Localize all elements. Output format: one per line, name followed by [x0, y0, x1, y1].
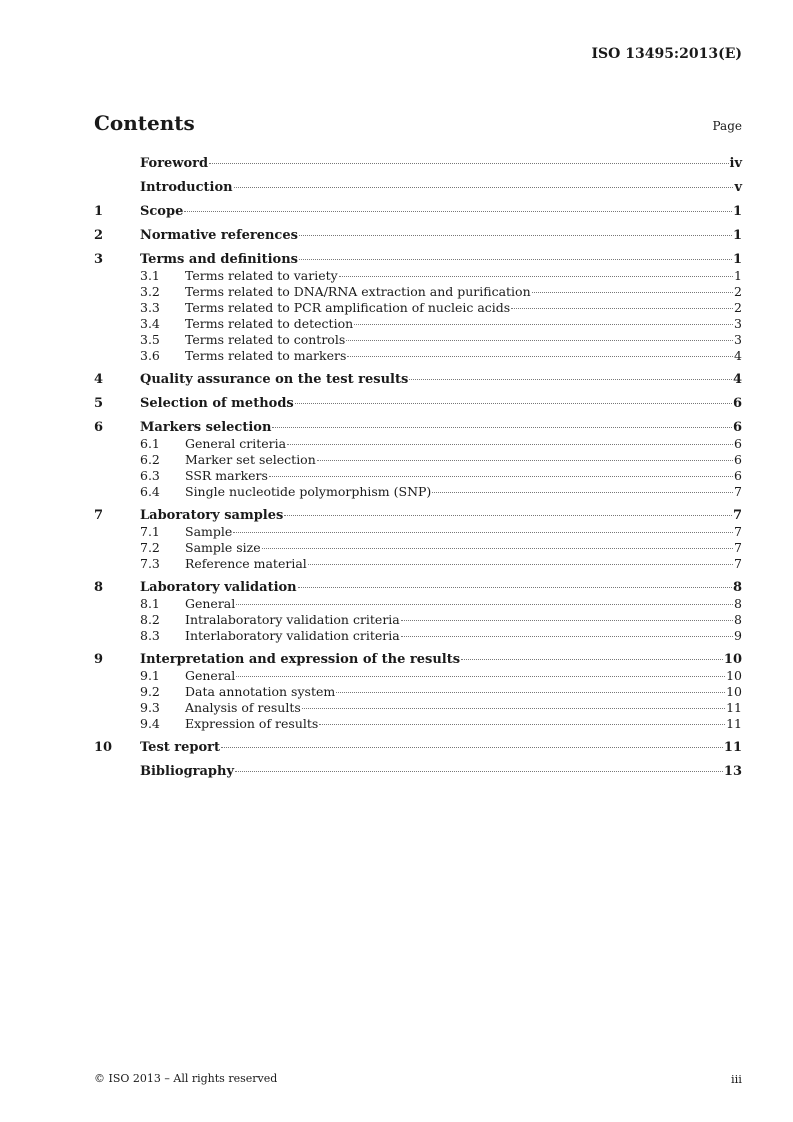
toc-subentry-number: 3.5	[140, 332, 160, 347]
dot-leader	[336, 692, 725, 693]
dot-leader	[354, 324, 733, 325]
toc-subentry-number: 3.4	[140, 316, 160, 331]
toc-subentry-page: 7	[734, 540, 742, 555]
toc-subentry-page: 8	[734, 596, 742, 611]
toc-subentry-title: Sample size	[185, 540, 261, 555]
toc-subentry-title: Reference material	[185, 556, 307, 571]
toc-entry-number: 7	[94, 508, 104, 523]
toc-subentry-page: 6	[734, 452, 742, 467]
toc-subentry-number: 3.6	[140, 348, 160, 363]
page-column-label: Page	[712, 119, 742, 133]
toc-subentry[interactable]	[94, 316, 742, 332]
dot-leader	[409, 379, 732, 380]
dot-leader	[347, 356, 733, 357]
toc-entry-number: 9	[94, 652, 104, 667]
dot-leader	[272, 427, 732, 428]
toc-subentry[interactable]	[94, 284, 742, 300]
toc-subentry-number: 8.1	[140, 596, 160, 611]
toc-subentry-title: Data annotation system	[185, 684, 336, 699]
dot-leader	[262, 548, 733, 549]
dot-leader	[432, 492, 733, 493]
toc-subentry-title: Analysis of results	[185, 700, 301, 715]
toc-subentry-title: Terms related to variety	[185, 268, 338, 283]
dot-leader	[319, 724, 725, 725]
toc-entry[interactable]	[94, 228, 742, 244]
toc-subentry-title: General	[185, 668, 236, 683]
toc-subentry-title: Terms related to detection	[185, 316, 354, 331]
toc-entry-number: 1	[94, 204, 104, 219]
dot-leader	[287, 444, 733, 445]
toc-entry-page: 1	[732, 204, 742, 219]
toc-subentry[interactable]	[94, 716, 742, 732]
toc-entry[interactable]	[94, 204, 742, 220]
toc-subentry-page: 2	[734, 300, 742, 315]
toc-entry-page: 6	[732, 420, 742, 435]
toc-entry-page: 1	[732, 228, 742, 243]
toc-subentry-number: 6.4	[140, 484, 160, 499]
toc-subentry-number: 9.4	[140, 716, 160, 731]
toc-subentry[interactable]	[94, 268, 742, 284]
toc-entry-number: 6	[94, 420, 104, 435]
toc-entry-page: 13	[723, 764, 742, 779]
toc-entry-number: 4	[94, 372, 104, 387]
toc-subentry[interactable]	[94, 300, 742, 316]
dot-leader	[295, 403, 732, 404]
toc-entry-title: Bibliography	[140, 764, 235, 779]
toc-subentry[interactable]	[94, 484, 742, 500]
toc-entry[interactable]	[94, 252, 742, 268]
toc-entry-title: Scope	[140, 204, 184, 219]
toc-subentry[interactable]	[94, 468, 742, 484]
toc-subentry[interactable]	[94, 628, 742, 644]
toc-entry-number: 10	[94, 740, 113, 755]
toc-subentry-number: 3.3	[140, 300, 160, 315]
dot-leader	[346, 340, 733, 341]
dot-leader	[184, 211, 732, 212]
toc-subentry-number: 7.3	[140, 556, 160, 571]
toc-subentry-page: 10	[726, 684, 742, 699]
toc-subentry-page: 6	[734, 468, 742, 483]
toc-entry-title: Foreword	[140, 156, 209, 171]
page-number: iii	[730, 1072, 742, 1086]
dot-leader	[532, 292, 733, 293]
toc-entry[interactable]	[94, 156, 742, 172]
toc-subentry-page: 7	[734, 484, 742, 499]
dot-leader	[236, 604, 733, 605]
page-title: Contents	[94, 111, 195, 135]
toc-subentry[interactable]	[94, 596, 742, 612]
copyright-notice: © ISO 2013 – All rights reserved	[94, 1072, 278, 1085]
dot-leader	[236, 676, 725, 677]
toc-subentry-title: Expression of results	[185, 716, 319, 731]
toc-entry[interactable]	[94, 396, 742, 412]
dot-leader	[269, 476, 733, 477]
toc-entry[interactable]	[94, 372, 742, 388]
toc-subentry-page: 9	[734, 628, 742, 643]
toc-entry[interactable]	[94, 508, 742, 524]
toc-subentry-page: 11	[726, 716, 742, 731]
dot-leader	[284, 515, 732, 516]
toc-entry-title: Laboratory validation	[140, 580, 297, 595]
table-of-contents	[94, 150, 742, 780]
toc-entry[interactable]	[94, 580, 742, 596]
toc-entry-title: Selection of methods	[140, 396, 294, 411]
toc-subentry-title: Sample	[185, 524, 233, 539]
dot-leader	[317, 460, 733, 461]
toc-subentry-page: 11	[726, 700, 742, 715]
toc-subentry-number: 8.3	[140, 628, 160, 643]
toc-subentry-page: 1	[734, 268, 742, 283]
toc-entry-number: 5	[94, 396, 104, 411]
toc-subentry-title: Terms related to PCR amplification of nucleic acids	[185, 300, 511, 315]
toc-subentry[interactable]	[94, 684, 742, 700]
toc-entry-number: 3	[94, 252, 104, 267]
dot-leader	[511, 308, 733, 309]
toc-subentry[interactable]	[94, 348, 742, 364]
toc-subentry-number: 3.1	[140, 268, 160, 283]
toc-subentry-number: 9.2	[140, 684, 160, 699]
toc-entry-page: 4	[732, 372, 742, 387]
toc-subentry-number: 3.2	[140, 284, 160, 299]
dot-leader	[299, 235, 732, 236]
toc-subentry[interactable]	[94, 668, 742, 684]
dot-leader	[235, 771, 723, 772]
toc-subentry[interactable]	[94, 556, 742, 572]
toc-subentry[interactable]	[94, 612, 742, 628]
toc-subentry[interactable]	[94, 436, 742, 452]
toc-entry-title: Interpretation and expression of the results	[140, 652, 461, 667]
toc-subentry[interactable]	[94, 700, 742, 716]
toc-subentry-page: 8	[734, 612, 742, 627]
dot-leader	[298, 587, 732, 588]
toc-subentry-title: Terms related to DNA/RNA extraction and purification	[185, 284, 531, 299]
dot-leader	[234, 187, 734, 188]
toc-entry-page: 1	[732, 252, 742, 267]
toc-subentry-number: 8.2	[140, 612, 160, 627]
dot-leader	[308, 564, 733, 565]
toc-subentry[interactable]	[94, 524, 742, 540]
dot-leader	[233, 532, 733, 533]
toc-entry-page: 8	[732, 580, 742, 595]
toc-subentry-page: 7	[734, 556, 742, 571]
toc-entry[interactable]	[94, 652, 742, 668]
dot-leader	[461, 659, 723, 660]
toc-subentry-page: 4	[734, 348, 742, 363]
toc-subentry-title: Marker set selection	[185, 452, 316, 467]
toc-subentry-title: Intralaboratory validation criteria	[185, 612, 400, 627]
dot-leader	[209, 163, 728, 164]
toc-entry-page: iv	[729, 156, 742, 171]
toc-subentry-title: Terms related to markers	[185, 348, 347, 363]
toc-entry-title: Quality assurance on the test results	[140, 372, 409, 387]
document-id: ISO 13495:2013(E)	[591, 46, 742, 62]
dot-leader	[302, 708, 725, 709]
toc-subentry[interactable]	[94, 540, 742, 556]
toc-subentry-title: General criteria	[185, 436, 287, 451]
toc-entry-title: Laboratory samples	[140, 508, 284, 523]
toc-subentry-page: 10	[726, 668, 742, 683]
toc-subentry[interactable]	[94, 332, 742, 348]
toc-entry-title: Terms and definitions	[140, 252, 298, 267]
dot-leader	[221, 747, 723, 748]
toc-subentry-title: General	[185, 596, 236, 611]
toc-subentry-title: Interlaboratory validation criteria	[185, 628, 400, 643]
dot-leader	[339, 276, 733, 277]
toc-subentry-number: 7.2	[140, 540, 160, 555]
toc-entry[interactable]	[94, 740, 742, 756]
toc-subentry-number: 6.3	[140, 468, 160, 483]
toc-entry-number: 8	[94, 580, 104, 595]
toc-entry-number: 2	[94, 228, 104, 243]
toc-subentry-page: 2	[734, 284, 742, 299]
toc-entry-page: 6	[732, 396, 742, 411]
toc-entry-title: Normative references	[140, 228, 298, 243]
toc-entry-page: 7	[732, 508, 742, 523]
toc-subentry-title: Terms related to controls	[185, 332, 346, 347]
toc-subentry-number: 6.2	[140, 452, 160, 467]
toc-subentry-page: 3	[734, 316, 742, 331]
toc-entry-title: Test report	[140, 740, 221, 755]
toc-subentry-number: 9.3	[140, 700, 160, 715]
toc-entry-title: Introduction	[140, 180, 233, 195]
toc-subentry-number: 9.1	[140, 668, 160, 683]
dot-leader	[401, 636, 733, 637]
toc-entry[interactable]	[94, 420, 742, 436]
toc-entry-page: 10	[723, 652, 742, 667]
toc-subentry-number: 7.1	[140, 524, 160, 539]
toc-entry[interactable]	[94, 764, 742, 780]
toc-subentry-title: SSR markers	[185, 468, 268, 483]
dot-leader	[401, 620, 733, 621]
toc-subentry-page: 3	[734, 332, 742, 347]
toc-subentry[interactable]	[94, 452, 742, 468]
dot-leader	[299, 259, 732, 260]
toc-entry-title: Markers selection	[140, 420, 272, 435]
toc-subentry-title: Single nucleotide polymorphism (SNP)	[185, 484, 432, 499]
toc-entry-page: 11	[723, 740, 742, 755]
toc-subentry-page: 6	[734, 436, 742, 451]
toc-entry[interactable]	[94, 180, 742, 196]
toc-subentry-number: 6.1	[140, 436, 160, 451]
toc-entry-page: v	[734, 180, 742, 195]
toc-subentry-page: 7	[734, 524, 742, 539]
